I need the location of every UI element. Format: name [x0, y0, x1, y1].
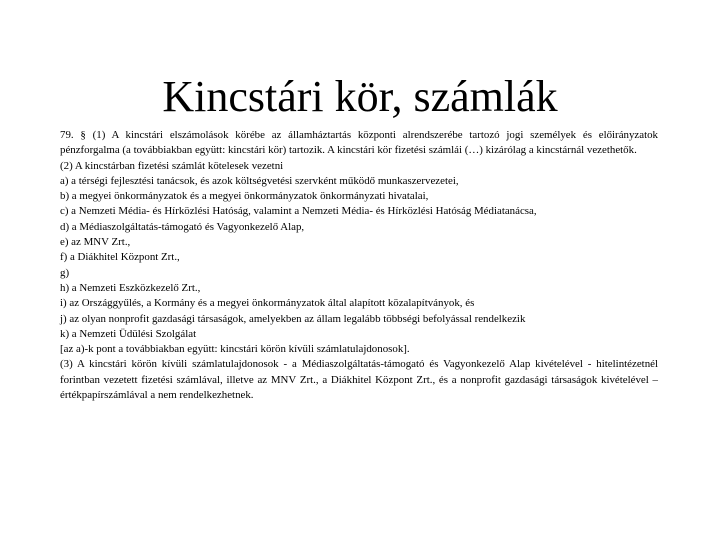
list-item-b: b) a megyei önkormányzatok és a megyei önkormányzatok önkormányzati hivatalai, [60, 190, 429, 203]
list-item-i: i) az Országgyűlés, a Kormány és a megyei önkormányzatok által alapított közalapítványok, és [60, 297, 475, 310]
list-item-c: c) a Nemzeti Média- és Hírközlési Hatóság, valamint a Nemzeti Média- és Hírközlési Hatóság Médiatanácsa, [60, 205, 537, 218]
list-item-a: a) a térségi fejlesztési tanácsok, és azok költségvetési szervként működő munkaszervezetei, [60, 174, 459, 187]
list-item-g: g) [60, 266, 70, 279]
list-summary: [az a)-k pont a továbbiakban együtt: kincstári körön kívüli számlatulajdonosok]. [60, 343, 410, 356]
paragraph-2-intro: (2) A kincstárban fizetési számlát kötelesek vezetni [60, 159, 284, 172]
paragraph-3: (3) A kincstári körön kívüli számlatulajdonosok - a Médiaszolgáltatás-támogató és Vagyonkezelő Alap kivételével - hitelintézetnél forintban vezetett fizetési számlával, illetve az MNV Zrt., a Diákhitel Központ Zrt., és a nonprofit gazdasági társaságok kivételével – értékpapírszámlával a nem rendelkezhetnek. [60, 358, 658, 402]
list-item-k: k) a Nemzeti Üdülési Szolgálat [60, 327, 197, 340]
slide-title: Kincstári kör, számlák [162, 72, 558, 121]
list-item-j: j) az olyan nonprofit gazdasági társaságok, amelyekben az állam legalább többségi befolyással rendelkezik [60, 312, 526, 325]
list-item-d: d) a Médiaszolgáltatás-támogató és Vagyonkezelő Alap, [60, 220, 305, 233]
slide-body [60, 128, 658, 403]
paragraph-79-1: 79. § (1) A kincstári elszámolások körébe az államháztartás központi alrendszerébe tartozó jogi személyek és előirányzatok pénzforgalma (a továbbiakban együtt: kincstári kör) tartozik. A kincstári kör fizetési számlái (…) kizárólag a kincstárnál vezethetők. [60, 129, 658, 157]
list-item-e: e) az MNV Zrt., [60, 236, 131, 249]
list-item-h: h) a Nemzeti Eszközkezelő Zrt., [60, 281, 201, 294]
list-item-f: f) a Diákhitel Központ Zrt., [60, 251, 180, 264]
